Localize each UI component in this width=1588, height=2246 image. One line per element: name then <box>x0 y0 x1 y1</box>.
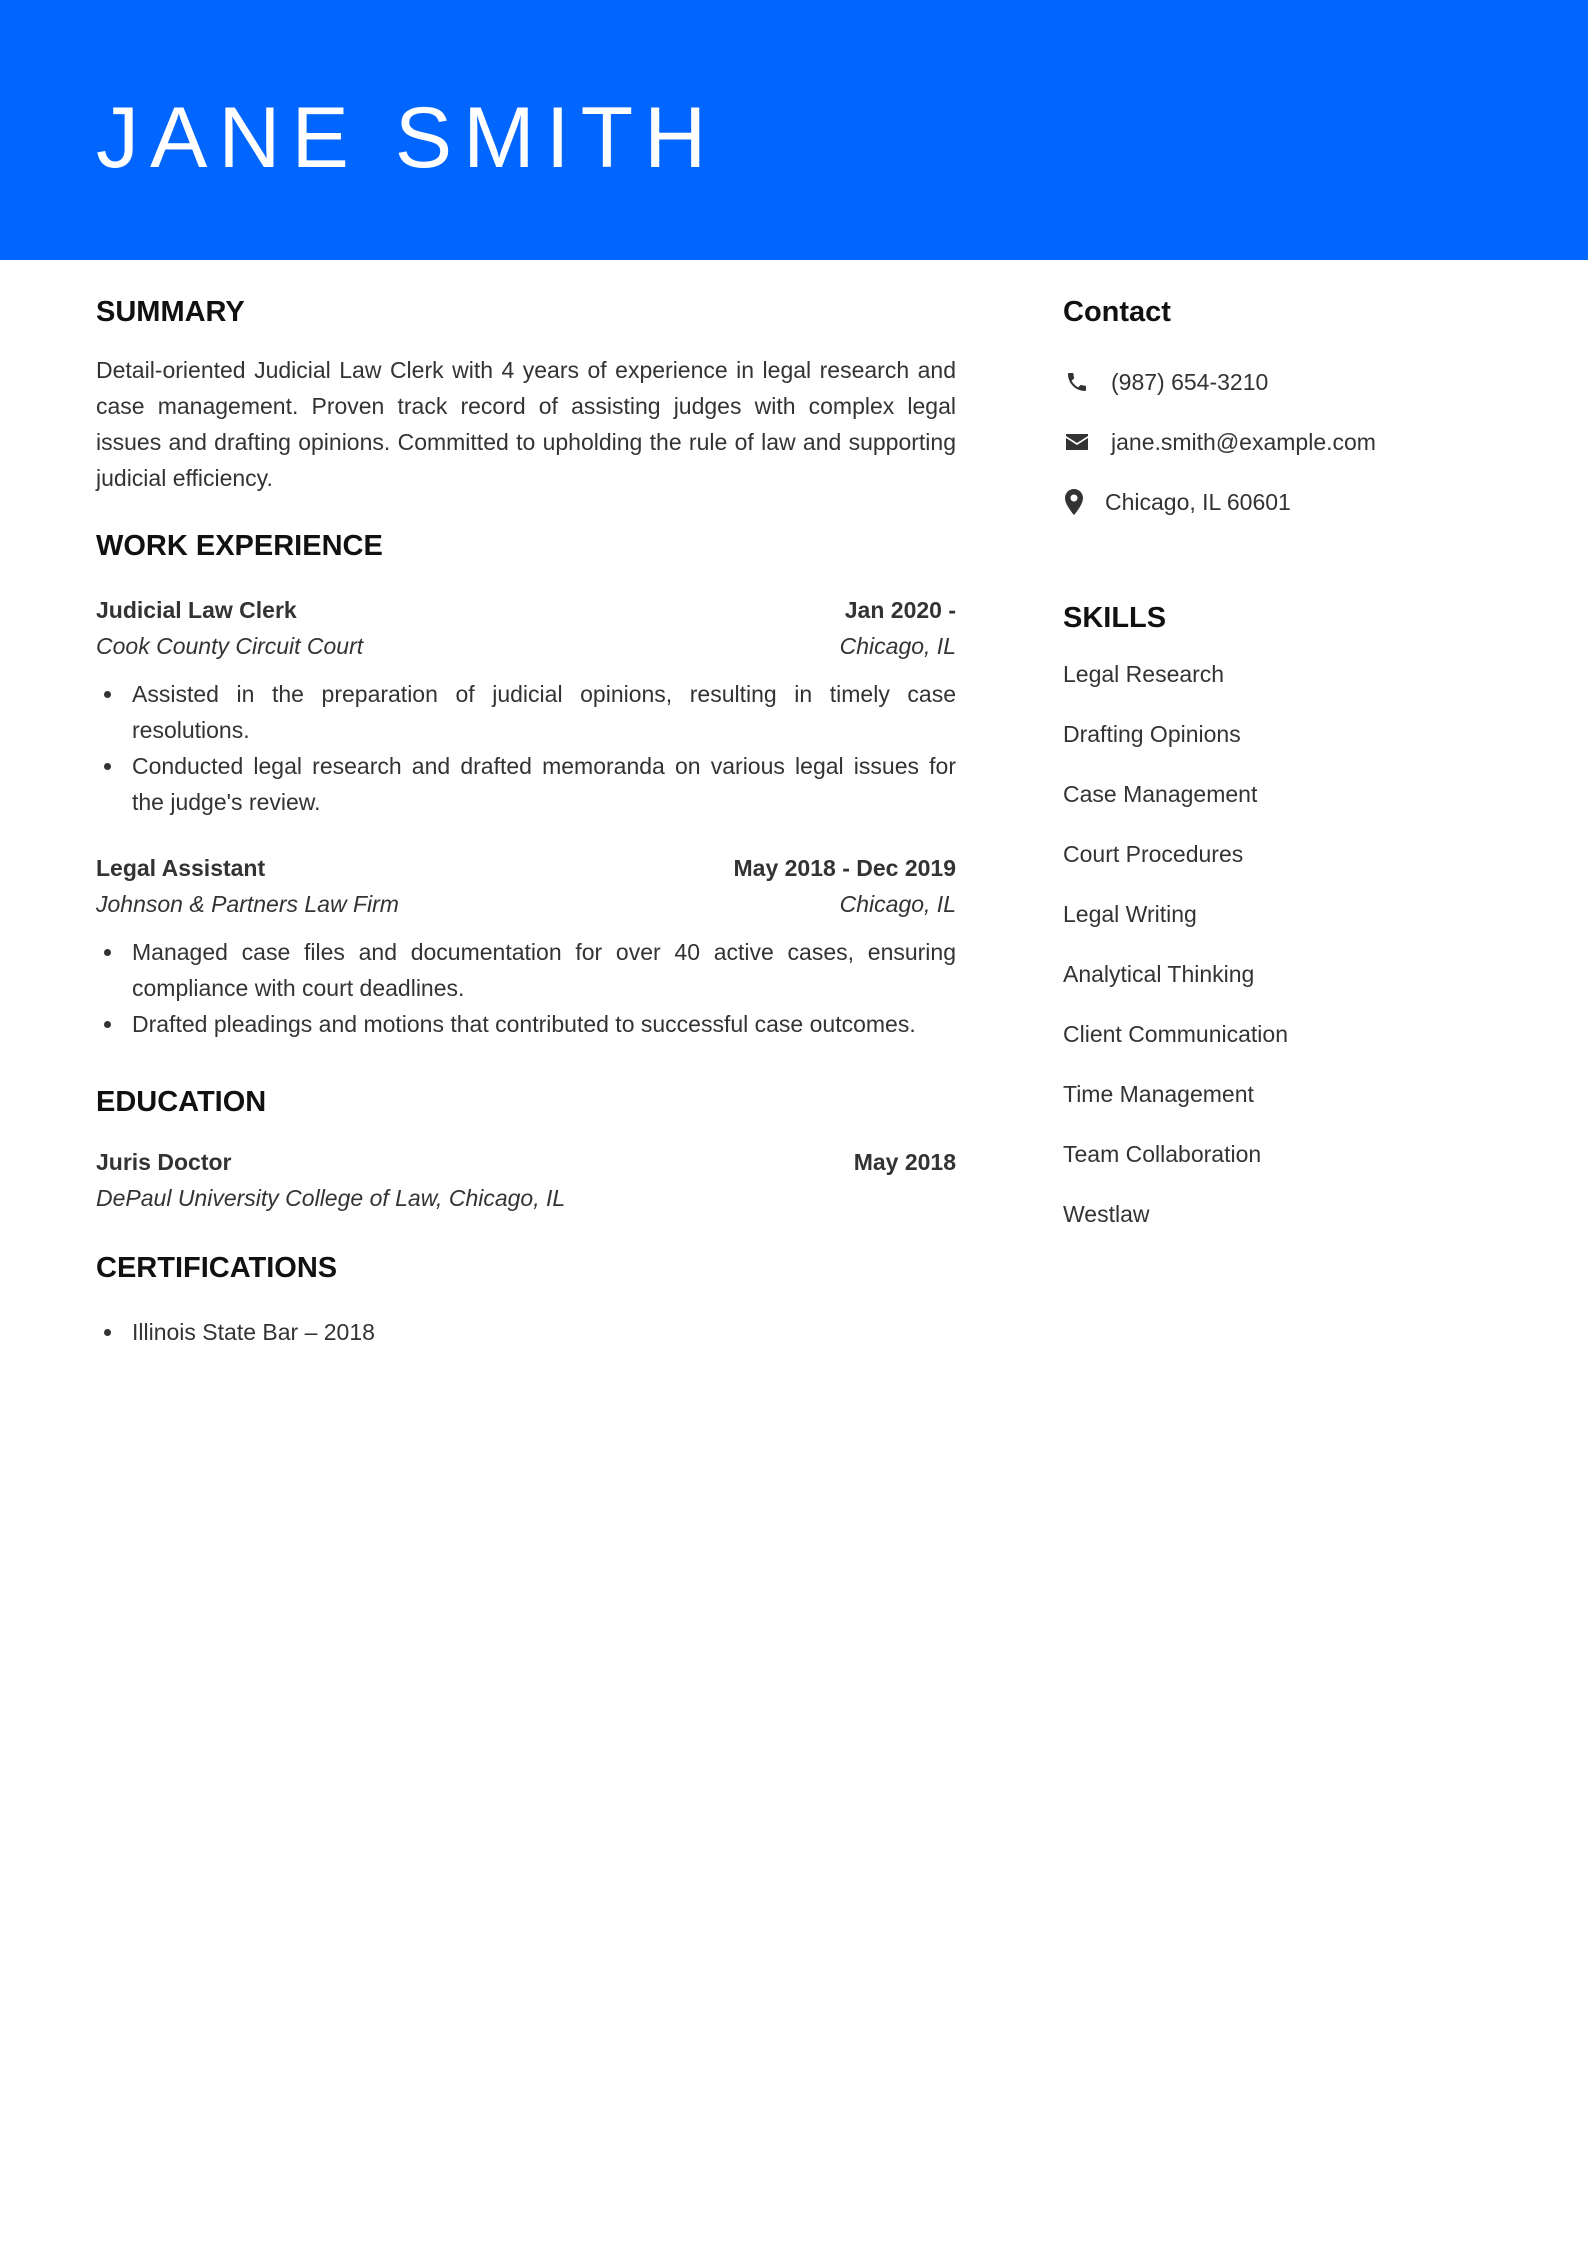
certifications-heading: CERTIFICATIONS <box>96 1252 338 1284</box>
school: DePaul University College of Law, Chicago, IL <box>96 1185 566 1211</box>
graduation-date: May 2018 <box>853 1149 956 1175</box>
skills-heading: SKILLS <box>1063 602 1167 634</box>
skills-list <box>1063 644 1503 1244</box>
skill-item: Time Management <box>1063 1081 1254 1107</box>
work-experience-heading: WORK EXPERIENCE <box>96 530 383 562</box>
skill-item: Client Communication <box>1063 1021 1288 1047</box>
summary-heading: SUMMARY <box>96 296 245 328</box>
job-employer: Cook County Circuit Court <box>96 633 364 659</box>
phone-icon <box>1063 368 1091 396</box>
job-entry <box>96 592 956 820</box>
skill-item: Westlaw <box>1063 1201 1150 1227</box>
phone-number[interactable]: (987) 654-3210 <box>1111 369 1269 395</box>
education-heading: EDUCATION <box>96 1086 267 1118</box>
email-address[interactable]: jane.smith@example.com <box>1111 429 1376 455</box>
header-banner <box>0 0 1588 260</box>
sidebar <box>1063 290 1503 1244</box>
job-bullet: Conducted legal research and drafted memoranda on various legal issues for the judge's review. <box>96 748 956 820</box>
skill-item: Drafting Opinions <box>1063 721 1241 747</box>
main-column <box>96 290 956 1350</box>
contact-location <box>1063 472 1503 532</box>
skill-item: Team Collaboration <box>1063 1141 1262 1167</box>
job-bullets <box>96 934 956 1042</box>
job-bullet: Managed case files and documentation for over 40 active cases, ensuring compliance with court deadlines. <box>96 934 956 1006</box>
job-location: Chicago, IL <box>839 891 956 917</box>
contact-email <box>1063 412 1503 472</box>
certification-item: Illinois State Bar – 2018 <box>96 1314 956 1350</box>
job-bullets <box>96 676 956 820</box>
job-dates: Jan 2020 - <box>844 597 956 623</box>
skill-item: Legal Writing <box>1063 901 1197 927</box>
job-bullet: Drafted pleadings and motions that contributed to successful case outcomes. <box>96 1006 956 1042</box>
job-employer: Johnson & Partners Law Firm <box>96 891 399 917</box>
summary-text: Detail-oriented Judicial Law Clerk with 4 years of experience in legal research and case management. Proven track record of assisting judges with complex legal issues and drafting opinions. Committed to upholding the rule of law and supporting judicial efficiency. <box>96 357 956 491</box>
skill-item: Analytical Thinking <box>1063 961 1255 987</box>
map-pin-icon <box>1063 488 1085 516</box>
job-dates: May 2018 - Dec 2019 <box>733 855 956 881</box>
contact-heading: Contact <box>1063 296 1171 328</box>
degree: Juris Doctor <box>96 1149 232 1175</box>
skill-item: Case Management <box>1063 781 1258 807</box>
job-bullet: Assisted in the preparation of judicial opinions, resulting in timely case resolutions. <box>96 676 956 748</box>
candidate-name: JANE SMITH <box>96 90 718 186</box>
certification-list <box>96 1314 956 1350</box>
skill-item: Legal Research <box>1063 661 1225 687</box>
job-entry <box>96 850 956 1042</box>
contact-list <box>1063 352 1503 532</box>
job-role: Judicial Law Clerk <box>96 597 297 623</box>
envelope-icon <box>1063 428 1091 456</box>
location-text: Chicago, IL 60601 <box>1105 489 1291 515</box>
contact-phone <box>1063 352 1503 412</box>
job-location: Chicago, IL <box>839 633 956 659</box>
job-role: Legal Assistant <box>96 855 266 881</box>
skill-item: Court Procedures <box>1063 841 1244 867</box>
education-entry <box>96 1144 956 1216</box>
